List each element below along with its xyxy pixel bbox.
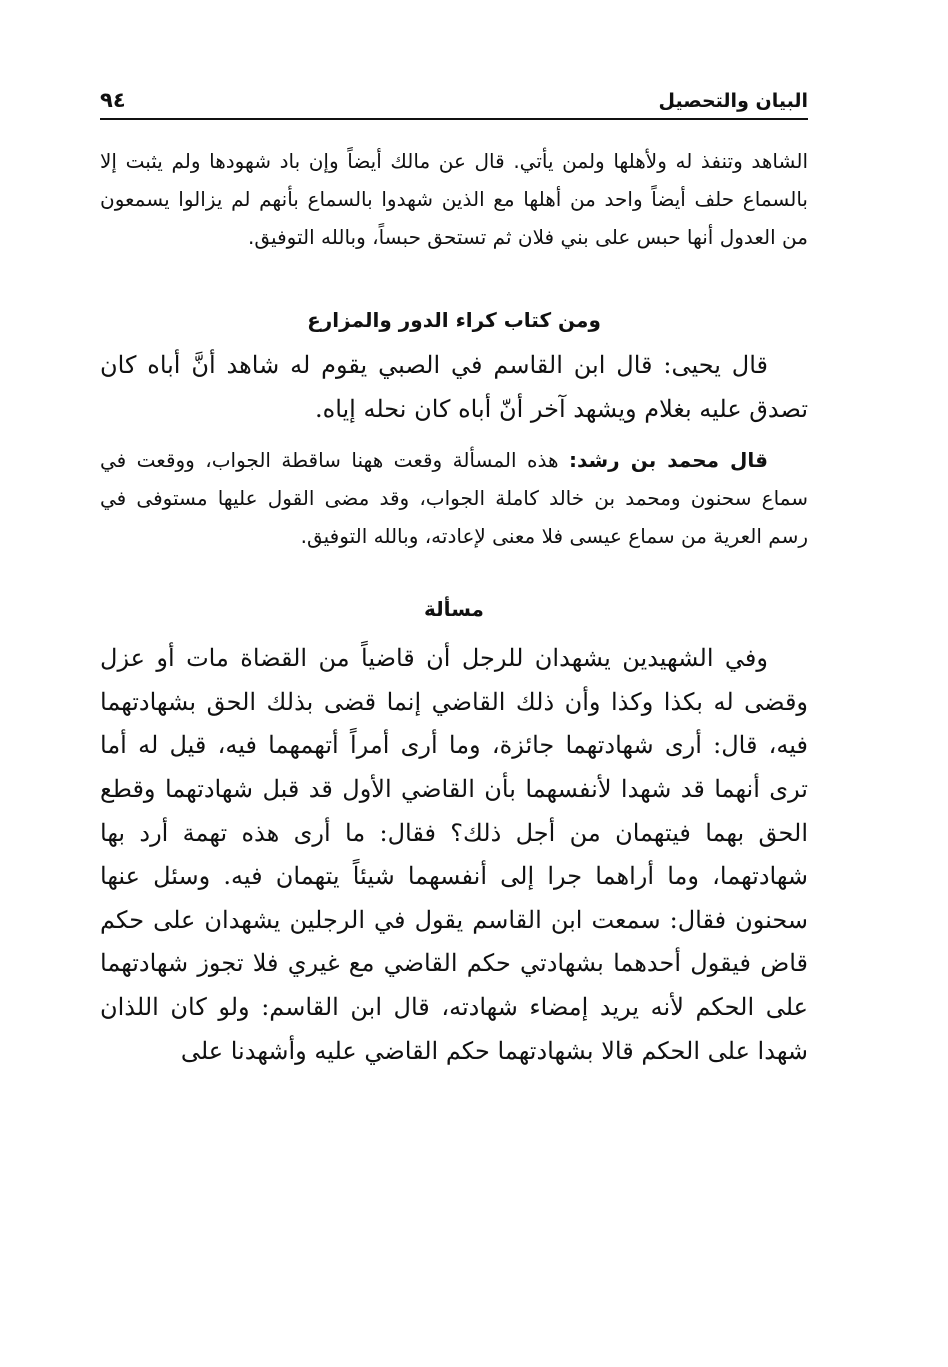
- page-header: [100, 78, 808, 112]
- commentary-speaker: قال محمد بن رشد:: [568, 448, 768, 473]
- commentary-paragraph: [100, 441, 808, 555]
- running-title: البيان والتحصيل: [658, 90, 808, 112]
- commentary-text: هذه المسألة وقعت ههنا ساقطة الجواب، ووقعت في سماع سحنون ومحمد بن خالد كاملة الجواب، وقد مضى القول عليها مستوفى في رسم العرية من سماع عيسى فلا معنى لإعادته، وبالله التوفيق.: [100, 448, 808, 549]
- header-rule: [100, 118, 808, 120]
- page-number: ٩٤: [100, 88, 126, 112]
- section-heading-masala: مسألة: [424, 597, 484, 622]
- quoted-question: قال يحيى: قال ابن القاسم في الصبي يقوم له شاهد أنَّ أباه كان تصدق عليه بغلام ويشهد آخر أنّ أباه كان نحله إياه.: [100, 351, 808, 423]
- section-heading-kira: ومن كتاب كراء الدور والمزارع: [307, 308, 601, 332]
- top-paragraph: الشاهد وتنفذ له ولأهلها ولمن يأتي. قال عن مالك أيضاً وإن باد شهودها ولم يثبت إلا بالسماع حلف أيضاً واحد من أهلها مع الذين شهدوا بالسماع بأنهم لم يزالوا يسمعون من العدول أنها حبس على بني فلان ثم تستحق حبساً، وبالله التوفيق.: [100, 149, 808, 249]
- masala-body: وفي الشهيدين يشهدان للرجل أن قاضياً من القضاة مات أو عزل وقضى له بكذا وكذا وأن ذلك القاضي إنما قضى بذلك الحق بشهادتهما فيه، قال: أرى شهادتهما جائزة، وما أرى أمراً أتهمهما فيه، قيل له أما ترى أنهما قد شهدا لأنفسهما بأن القاضي الأول قد قبل شهادتهما وقطع الحق بهما فيتهمان من أجل ذلك؟ فقال: ما أرى هذه تهمة أرد بها شهادتهما، وما أراهما جرا إلى أنفسهما شيئاً يتهمان فيه. وسئل عنها سحنون فقال: سمعت ابن القاسم يقول في الرجلين يشهدان على حكم قاض فيقول أحدهما بشهادتي حكم القاضي مع غيري فلا تجوز شهادتهما على الحكم لأنه يريد إمضاء شهادته، قال ابن القاسم: ولو كان اللذان شهدا على الحكم قالا بشهادتهما حكم القاضي عليه وأشهدنا على: [100, 644, 809, 1065]
